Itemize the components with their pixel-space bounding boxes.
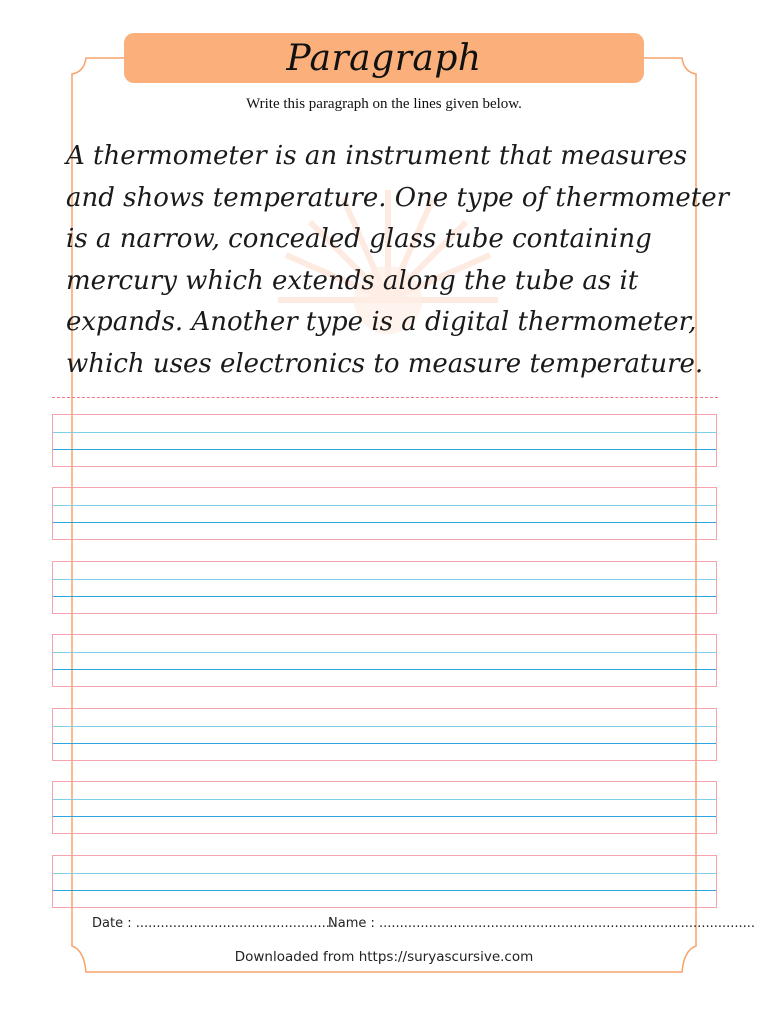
paragraph-line: mercury which extends along the tube as it <box>66 265 639 296</box>
guide-line <box>53 816 716 817</box>
paragraph-line: is a narrow, concealed glass tube containing <box>66 224 652 254</box>
guide-line <box>53 726 716 727</box>
handwriting-lines[interactable] <box>52 634 717 687</box>
paragraph-line: and shows temperature. One type of thermometer <box>66 182 730 213</box>
source-credit: Downloaded from https://suryascursive.com <box>234 949 534 965</box>
title-banner <box>124 33 644 83</box>
guide-line <box>53 799 716 800</box>
paragraph-line: expands. Another type is a digital thermometer, <box>66 307 697 337</box>
handwriting-lines[interactable] <box>52 781 717 834</box>
handwriting-lines[interactable] <box>52 414 717 467</box>
guide-line <box>53 652 716 653</box>
dashed-separator <box>52 397 718 398</box>
handwriting-lines[interactable] <box>52 708 717 761</box>
handwriting-lines[interactable] <box>52 487 717 540</box>
paragraph-line: A thermometer is an instrument that measures <box>66 141 688 171</box>
guide-line <box>53 890 716 891</box>
handwriting-lines[interactable] <box>52 561 717 614</box>
paragraph-line: which uses electronics to measure temperature. <box>66 348 704 379</box>
guide-line <box>53 579 716 580</box>
guide-line <box>53 596 716 597</box>
guide-line <box>53 873 716 874</box>
name-field[interactable]: Name : ........................................................................................... <box>328 916 756 931</box>
model-paragraph <box>66 136 730 385</box>
guide-line <box>53 743 716 744</box>
guide-line <box>53 505 716 506</box>
instruction-text: Write this paragraph on the lines given below. <box>246 96 522 112</box>
guide-line <box>53 669 716 670</box>
date-field[interactable]: Date : ................................................ <box>92 916 335 931</box>
worksheet-title: Paragraph <box>286 37 482 79</box>
guide-line <box>53 522 716 523</box>
guide-line <box>53 432 716 433</box>
guide-line <box>53 449 716 450</box>
handwriting-lines[interactable] <box>52 855 717 908</box>
